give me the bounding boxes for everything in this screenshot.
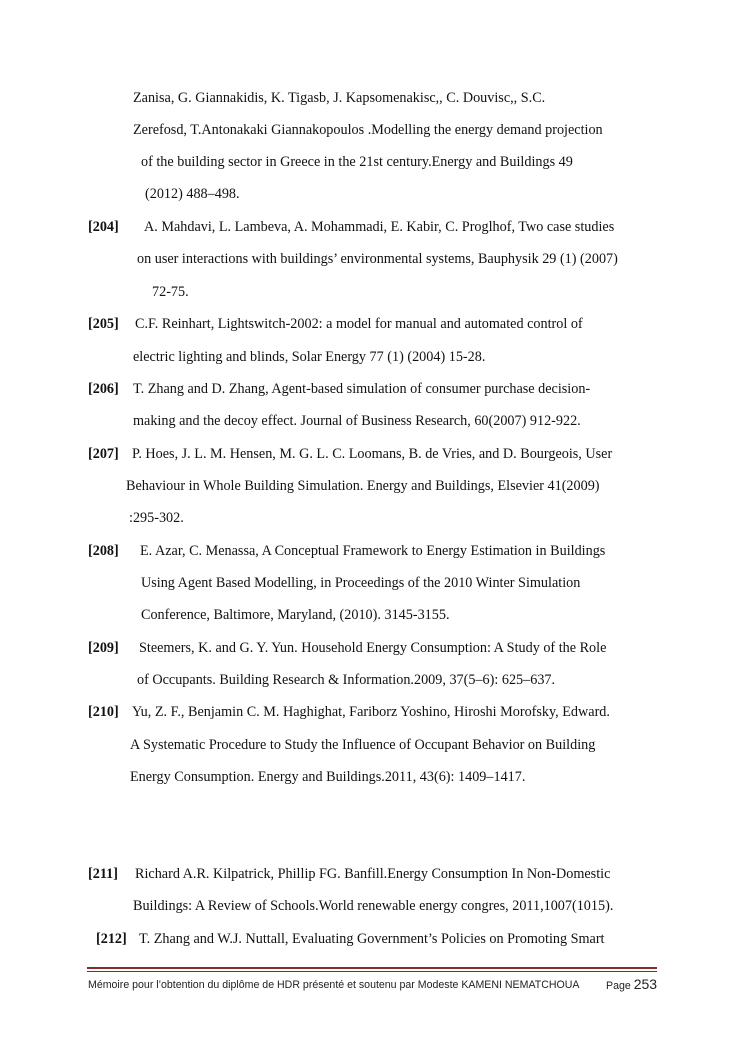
- ref-206-line: T. Zhang and D. Zhang, Agent-based simulation of consumer purchase decision-: [133, 381, 591, 397]
- ref-204-line: A. Mahdavi, L. Lambeva, A. Mohammadi, E. Kabir, C. Proglhof, Two case studies: [144, 219, 615, 235]
- ref-continued-line: Zanisa, G. Giannakidis, K. Tigasb, J. Kapsomenakisc,, C. Douvisc,, S.C.: [133, 90, 546, 106]
- ref-210-line: A Systematic Procedure to Study the Influence of Occupant Behavior on Building: [130, 737, 596, 753]
- ref-206-line: making and the decoy effect. Journal of Business Research, 60(2007) 912-922.: [133, 413, 581, 429]
- footer-text: Mémoire pour l’obtention du diplôme de HDR présenté et soutenu par Modeste KAMENI NEMATCHOUA: [88, 979, 580, 991]
- ref-211-number: [211]: [88, 866, 118, 882]
- ref-204-line: on user interactions with buildings’ environmental systems, Bauphysik 29 (1) (2007): [137, 251, 618, 267]
- ref-208-line: Using Agent Based Modelling, in Proceedings of the 2010 Winter Simulation: [141, 575, 581, 591]
- ref-continued-line: of the building sector in Greece in the 21st century.Energy and Buildings 49: [141, 154, 573, 170]
- ref-continued-line: (2012) 488–498.: [145, 186, 240, 202]
- ref-204-line: 72-75.: [152, 284, 189, 300]
- ref-205-number: [205]: [88, 316, 119, 332]
- ref-continued-line: Zerefosd, T.Antonakaki Giannakopoulos .Modelling the energy demand projection: [133, 122, 603, 138]
- ref-208-line: E. Azar, C. Menassa, A Conceptual Framework to Energy Estimation in Buildings: [140, 543, 606, 559]
- ref-210-line: Energy Consumption. Energy and Buildings.2011, 43(6): 1409–1417.: [130, 769, 526, 785]
- ref-206-number: [206]: [88, 381, 119, 397]
- ref-211-line: Buildings: A Review of Schools.World renewable energy congres, 2011,1007(1015).: [133, 898, 614, 914]
- ref-208-line: Conference, Baltimore, Maryland, (2010). 3145-3155.: [141, 607, 450, 623]
- ref-207-line: :295-302.: [129, 510, 184, 526]
- ref-209-number: [209]: [88, 640, 119, 656]
- ref-205-line: C.F. Reinhart, Lightswitch-2002: a model for manual and automated control of: [135, 316, 583, 332]
- ref-209-line: Steemers, K. and G. Y. Yun. Household Energy Consumption: A Study of the Role: [139, 640, 607, 656]
- footer-rule: [87, 967, 657, 969]
- ref-212-line: T. Zhang and W.J. Nuttall, Evaluating Government’s Policies on Promoting Smart: [139, 931, 605, 947]
- ref-207-number: [207]: [88, 446, 119, 462]
- footer-rule: [87, 971, 657, 972]
- ref-210-line: Yu, Z. F., Benjamin C. M. Haghighat, Fariborz Yoshino, Hiroshi Morofsky, Edward.: [132, 704, 610, 720]
- ref-210-number: [210]: [88, 704, 119, 720]
- page-number: 253: [633, 976, 658, 992]
- ref-205-line: electric lighting and blinds, Solar Energy 77 (1) (2004) 15-28.: [133, 349, 486, 365]
- ref-209-line: of Occupants. Building Research & Information.2009, 37(5–6): 625–637.: [137, 672, 556, 688]
- ref-208-number: [208]: [88, 543, 119, 559]
- ref-207-line: Behaviour in Whole Building Simulation. Energy and Buildings, Elsevier 41(2009): [126, 478, 600, 494]
- ref-207-line: P. Hoes, J. L. M. Hensen, M. G. L. C. Loomans, B. de Vries, and D. Bourgeois, User: [132, 446, 613, 462]
- ref-212-number: [212]: [96, 931, 127, 947]
- ref-211-line: Richard A.R. Kilpatrick, Phillip FG. Banfill.Energy Consumption In Non-Domestic: [135, 866, 611, 882]
- footer-page-label: Page: [606, 980, 631, 992]
- footer-page-number: [606, 975, 657, 995]
- ref-204-number: [204]: [88, 219, 119, 235]
